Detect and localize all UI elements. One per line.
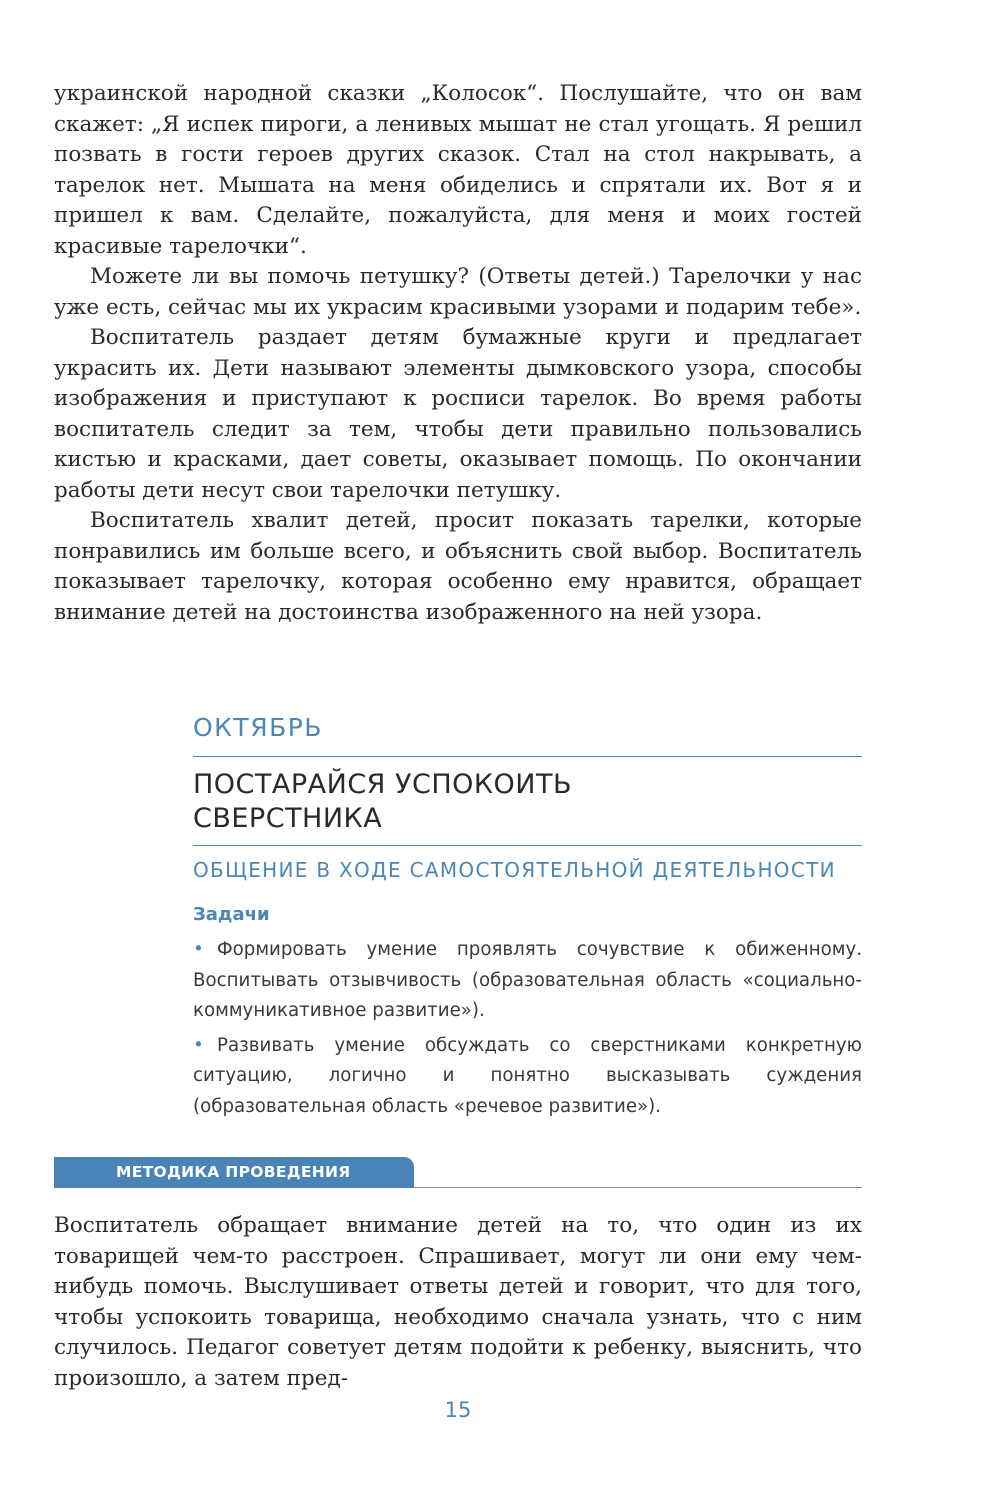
title-line: ПОСТАРАЙСЯ УСПОКОИТЬ — [193, 769, 573, 800]
bullet-icon: • — [193, 939, 204, 960]
method-tab: МЕТОДИКА ПРОВЕДЕНИЯ — [54, 1157, 414, 1188]
tasks-list — [193, 935, 862, 1126]
paragraph: Можете ли вы помочь петушку? (Ответы детей.) Тарелочки у нас уже есть, сейчас мы их украсим красивыми узорами и подарим тебе». — [54, 264, 862, 320]
divider — [193, 756, 862, 757]
method-header — [54, 1157, 862, 1188]
bullet-icon: • — [193, 1034, 204, 1056]
divider — [414, 1187, 862, 1188]
task-text: Развивать умение обсуждать со сверстниками конкретную ситуацию, логично и понятно высказывать суждения (образовательная область «речевое развитие»). — [193, 1034, 862, 1117]
section-title — [193, 768, 862, 836]
top-text-block — [54, 79, 862, 628]
paragraph: украинской народной сказки „Колосок“. Послушайте, что он вам скажет: „Я испек пироги, а ленивых мышат не стал угощать. Я решил позвать в гости героев других сказок. Стал на стол накрывать, а тарелок нет. Мышата на меня обиделись и спрятали их. Вот я и пришел к вам. Сделайте, пожалуйста, для меня и моих гостей красивые тарелочки“. — [54, 81, 862, 259]
page-number: 15 — [444, 1398, 472, 1422]
section-subtitle: ОБЩЕНИЕ В ХОДЕ САМОСТОЯТЕЛЬНОЙ ДЕЯТЕЛЬНОСТИ — [193, 858, 836, 882]
title-line: СВЕРСТНИКА — [193, 803, 383, 834]
bottom-text-block — [54, 1211, 862, 1394]
paragraph: Воспитатель хвалит детей, просит показать тарелки, которые понравились им больше всего, и объяснить свой выбор. Воспитатель показывает тарелочку, которая особенно ему нравится, обращает внимание детей на достоинства изображенного на ней узора. — [54, 508, 862, 625]
paragraph: Воспитатель раздает детям бумажные круги и предлагает украсить их. Дети называют элементы дымковского узора, способы изображения и приступают к росписи тарелок. Во время работы воспитатель следит за тем, чтобы дети правильно пользовались кистью и красками, дает советы, оказывает помощь. По окончании работы дети несут свои тарелочки петушку. — [54, 325, 862, 503]
tasks-heading: Задачи — [193, 904, 270, 925]
month-label: ОКТЯБРЬ — [193, 713, 323, 742]
list-item — [193, 1031, 862, 1123]
task-text: Формировать умение проявлять сочувствие к обиженному. Воспитывать отзывчивость (образовательная область «социально-коммуникативное развитие»). — [193, 939, 862, 1021]
divider — [193, 845, 862, 846]
list-item — [193, 935, 862, 1027]
paragraph: Воспитатель обращает внимание детей на то, что один из их товарищей чем-то расстроен. Спрашивает, могут ли они ему чем-нибудь помочь. Выслушивает ответы детей и говорит, что для того, чтобы успокоить товарища, необходимо сначала узнать, что с ним случилось. Педагог советует детям подойти к ребенку, выяснить, что произошло, а затем пред- — [54, 1213, 862, 1391]
